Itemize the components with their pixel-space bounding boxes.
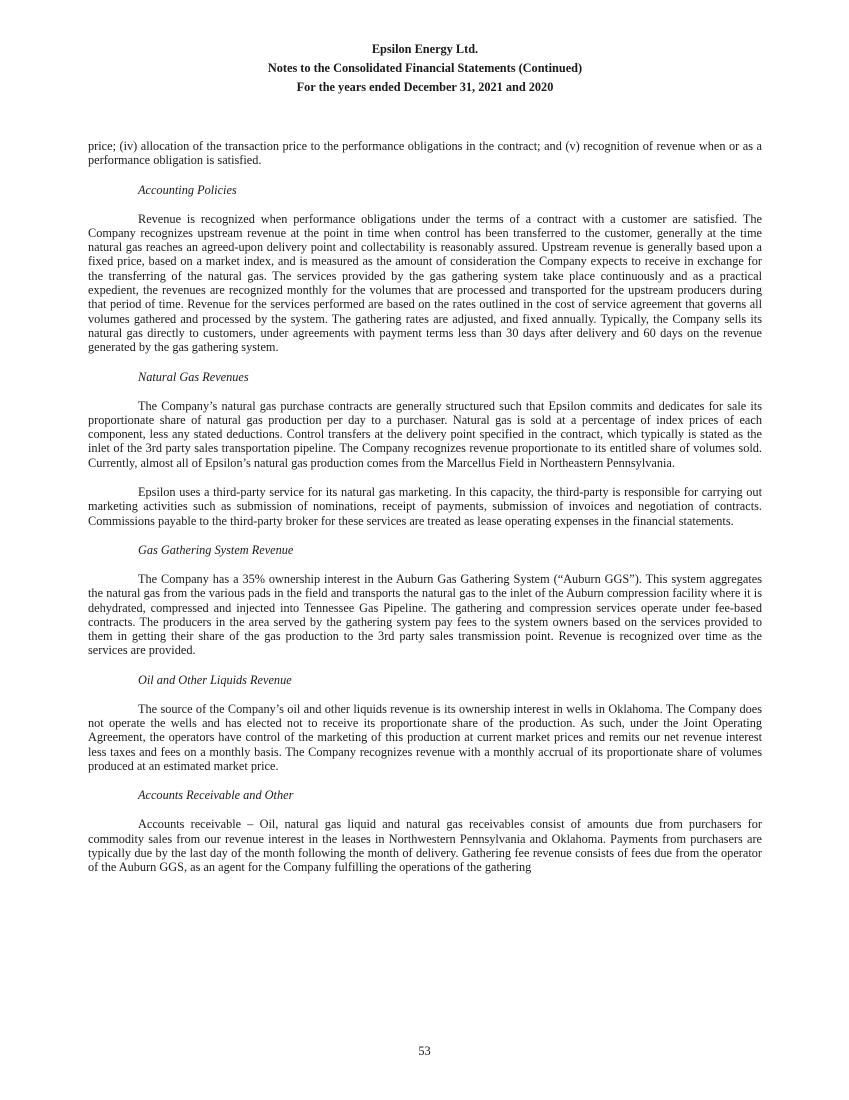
accounts-receivable-paragraph: Accounts receivable – Oil, natural gas liquid and natural gas receivables consist of amounts due from purchasers for commodity sales from our revenue interest in the leases in Northwestern Pennsylvania and Oklahoma. Payments from purchasers are typically due by the last day of the month following the month of delivery. Gathering fee revenue consists of fees due from the operator of the Auburn GGS, as an agent for the Company fulfilling the operations of the gathering [88, 817, 762, 875]
section-heading-natural-gas-revenues: Natural Gas Revenues [138, 369, 249, 384]
page-number: 53 [418, 1044, 431, 1058]
company-name: Epsilon Energy Ltd. [371, 42, 479, 56]
notes-title: Notes to the Consolidated Financial Statements (Continued) [267, 61, 583, 75]
oil-liquids-paragraph: The source of the Company’s oil and other liquids revenue is its ownership interest in wells in Oklahoma. The Company does not operate the wells and has elected not to receive its proportionate share of the production. As such, under the Joint Operating Agreement, the operators have control of the marketing of this production at current market prices and remits our net revenue interest less taxes and fees on a monthly basis. The Company recognizes revenue with a monthly accrual of its proportionate share of volumes produced at an estimated market price. [88, 701, 762, 773]
section-heading-gas-gathering: Gas Gathering System Revenue [138, 542, 294, 557]
natural-gas-revenues-paragraph-1: The Company’s natural gas purchase contracts are generally structured such that Epsilon commits and dedicates for sale its proportionate share of natural gas production per day to a purchaser. Natural gas is sold at a percentage of index prices of each component, less any stated deductions. Control transfers at the delivery point specified in the contract, which typically is stated as the inlet of the 3rd party sales transportation pipeline. The Company recognizes revenue proportionate to its entitled share of volumes sold. Currently, almost all of Epsilon’s natural gas production comes from the Marcellus Field in Northeastern Pennsylvania. [88, 398, 762, 470]
section-heading-accounts-receivable: Accounts Receivable and Other [138, 788, 294, 803]
section-heading-oil-liquids: Oil and Other Liquids Revenue [138, 672, 292, 687]
accounting-policies-paragraph: Revenue is recognized when performance obligations under the terms of a contract with a customer are satisfied. The Company recognizes upstream revenue at the point in time when control has been transferred to the customer, generally at the time natural gas reaches an agreed-upon delivery point and collectability is reasonably assured. Upstream revenue is generally based upon a fixed price, based on a market index, and is measured as the amount of consideration the Company expects to receive in exchange for the transferring of the natural gas. The services provided by the gas gathering system take place continuously and as a practical expedient, the revenues are recognized monthly for the volumes that are processed and transported for the upstream producers during that period of time. Revenue for the services performed are based on the rates outlined in the cost of service agreement that governs all volumes gathered and processed by the system. The gathering rates are adjusted, and fixed annually. Typically, the Company sells its natural gas directly to customers, under agreements with payment terms less than 30 days after delivery and 60 days on the revenue generated by the gas gathering system. [88, 211, 762, 355]
gas-gathering-paragraph: The Company has a 35% ownership interest in the Auburn Gas Gathering System (“Auburn GGS”). This system aggregates the natural gas from the various pads in the field and transports the natural gas to the inlet of the Auburn compression facility where it is dehydrated, compressed and injected into Tennessee Gas Pipeline. The gathering and compression services operate under fee-based contracts. The producers in the area served by the gathering system pay fees to the system owners based on the services provided to them in getting their share of the gas production to the 3rd party sales transmission point. Revenue is recognized over time as the services are provided. [88, 571, 762, 658]
section-heading-accounting-policies: Accounting Policies [138, 182, 237, 197]
intro-paragraph: price; (iv) allocation of the transaction price to the performance obligations in the contract; and (v) recognition of revenue when or as a performance obligation is satisfied. [88, 139, 762, 168]
document-page [88, 40, 762, 874]
natural-gas-revenues-paragraph-2: Epsilon uses a third-party service for its natural gas marketing. In this capacity, the third-party is responsible for carrying out marketing activities such as submission of nominations, receipt of payments, submission of invoices and negotiation of contracts. Commissions payable to the third-party broker for these services are treated as lease operating expenses in the financial statements. [88, 485, 762, 528]
reporting-period: For the years ended December 31, 2021 and 2020 [296, 80, 554, 94]
document-body [88, 139, 762, 874]
page-header [88, 40, 762, 97]
